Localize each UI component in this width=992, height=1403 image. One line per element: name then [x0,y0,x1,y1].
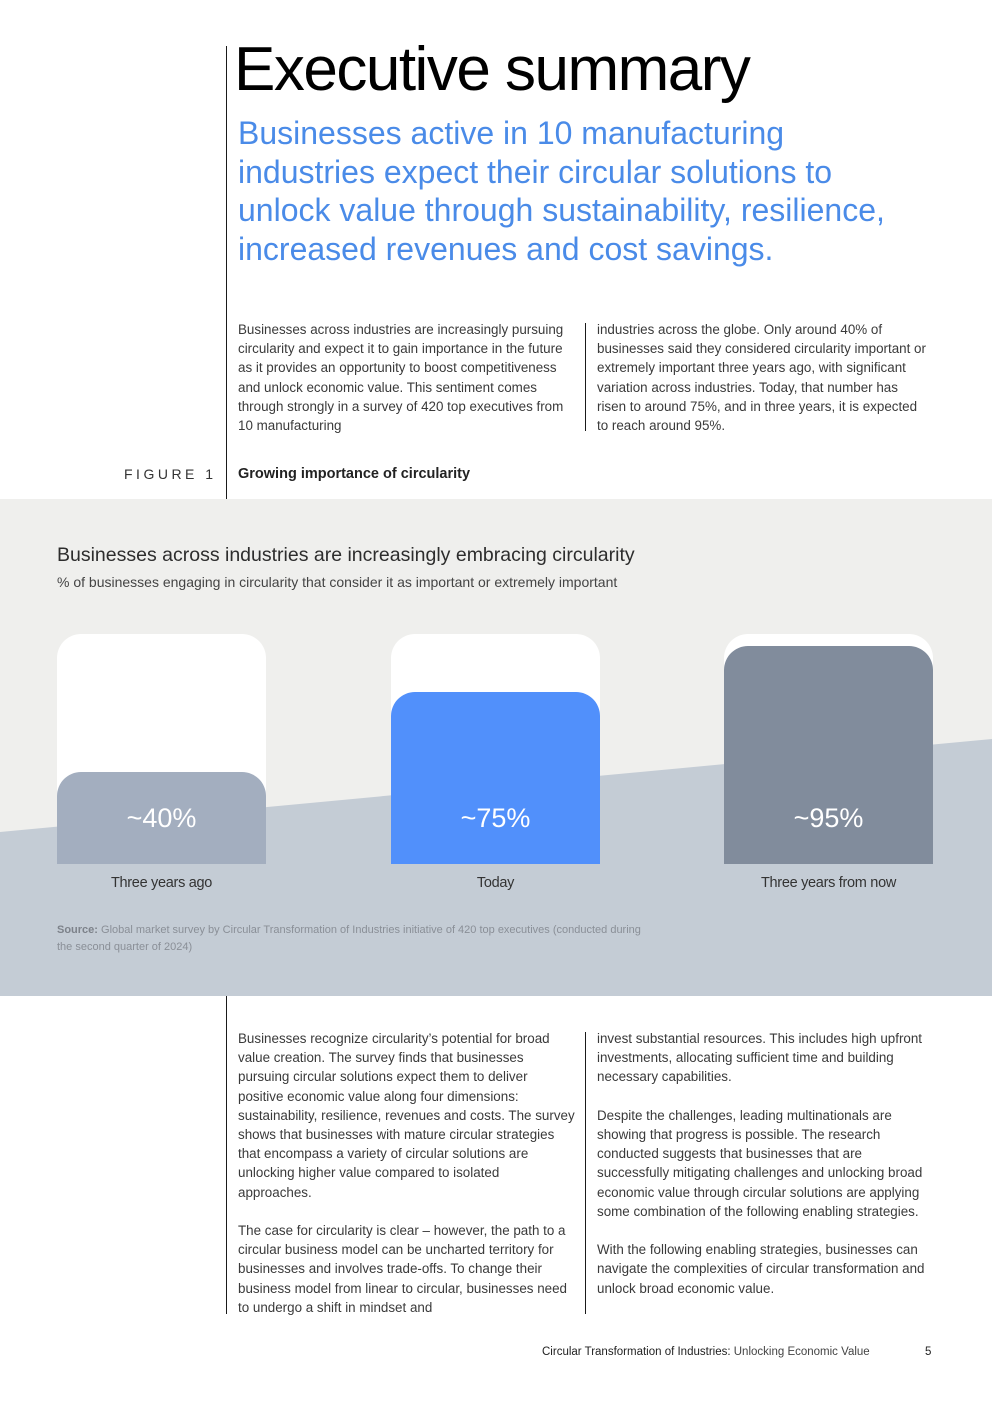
bar-value-today: ~75% [460,803,531,833]
bar-slot-today [391,634,600,864]
intro-paragraph-right: industries across the globe. Only around 40% of businesses said they considered circularity important or extremely important three years ago, with significant variation across industries. Today, that number has risen to around 75%, and in three years, it is expected to reach around 95%. [597,322,926,434]
page-title: Executive summary [234,35,750,104]
chart-panel [0,499,992,996]
header-rule [226,46,227,499]
body-paragraph-5: With the following enabling strategies, businesses can navigate the complexities of circular transformation and unlock broad economic value. [597,1242,925,1296]
source-text: Global market survey by Circular Transformation of Industries initiative of 420 top executives (conducted during the second quarter of 2024) [57,924,641,953]
figure-label: FIGURE 1 [124,466,217,482]
category-label-three-years-from-now: Three years from now [760,875,897,891]
body-rule [226,996,227,1314]
body-paragraph-4: Despite the challenges, leading multinationals are showing that progress is possible. The research conducted suggests that businesses that are successfully mitigating challenges and unlocking broad economic value through circular solutions are applying some combination of the following enabling strategies. [597,1107,923,1219]
category-label-today: Today [476,875,515,891]
bar-value-three-years-ago: ~40% [126,803,197,833]
intro-column-left [238,320,576,435]
chart-source [57,922,657,955]
intro-column-right [597,320,929,435]
page-number: 5 [925,1346,932,1358]
body-paragraph-1: Businesses recognize circularity’s potential for broad value creation. The survey finds that businesses pursuing circular solutions expect them to deliver positive economic value along four dimensions: sustainability, resilience, revenues and costs. The survey shows that businesses with mature circular strategies that encompass a variety of circular solutions are unlocking higher value compared to isolated approaches. [238,1031,575,1200]
footer-title [542,1346,870,1358]
category-label-three-years-ago: Three years ago [110,875,213,891]
source-label: Source: [57,924,98,936]
footer-title-bold: Circular Transformation of Industries: [542,1346,731,1358]
bar-value-three-years-from-now: ~95% [793,803,864,833]
intro-column-divider [585,323,586,431]
body-paragraph-2: The case for circularity is clear – however, the path to a circular business model can be uncharted territory for businesses and involves trade-offs. To change their business model from linear to circular, businesses need to undergo a shift in mindset and [238,1223,567,1315]
body-paragraph-3: invest substantial resources. This includes high upfront investments, allocating sufficient time and building necessary capabilities. [597,1031,923,1085]
bar-slot-three-years-ago [57,634,266,864]
intro-paragraph-left: Businesses across industries are increasingly pursuing circularity and expect it to gain importance in the future as it provides an opportunity to boost competitiveness and unlock economic value. This sentiment comes through strongly in a survey of 420 top executives from 10 manufacturing [238,322,564,434]
bar-today [391,692,600,865]
body-column-divider [585,1032,586,1314]
footer-title-rest: Unlocking Economic Value [733,1346,870,1358]
body-column-right [597,1029,929,1298]
chart-subtitle: % of businesses engaging in circularity that consider it as important or extremely important [57,574,618,590]
figure-title: Growing importance of circularity [238,466,471,482]
chart-title: Businesses across industries are increasingly embracing circularity [57,544,635,566]
body-column-left [238,1029,576,1317]
bar-slot-three-years-from-now [724,634,933,864]
lead-statement: Businesses active in 10 manufacturing industries expect their circular solutions to unlock value through sustainability, resilience, increased revenues and cost savings. [238,115,885,267]
